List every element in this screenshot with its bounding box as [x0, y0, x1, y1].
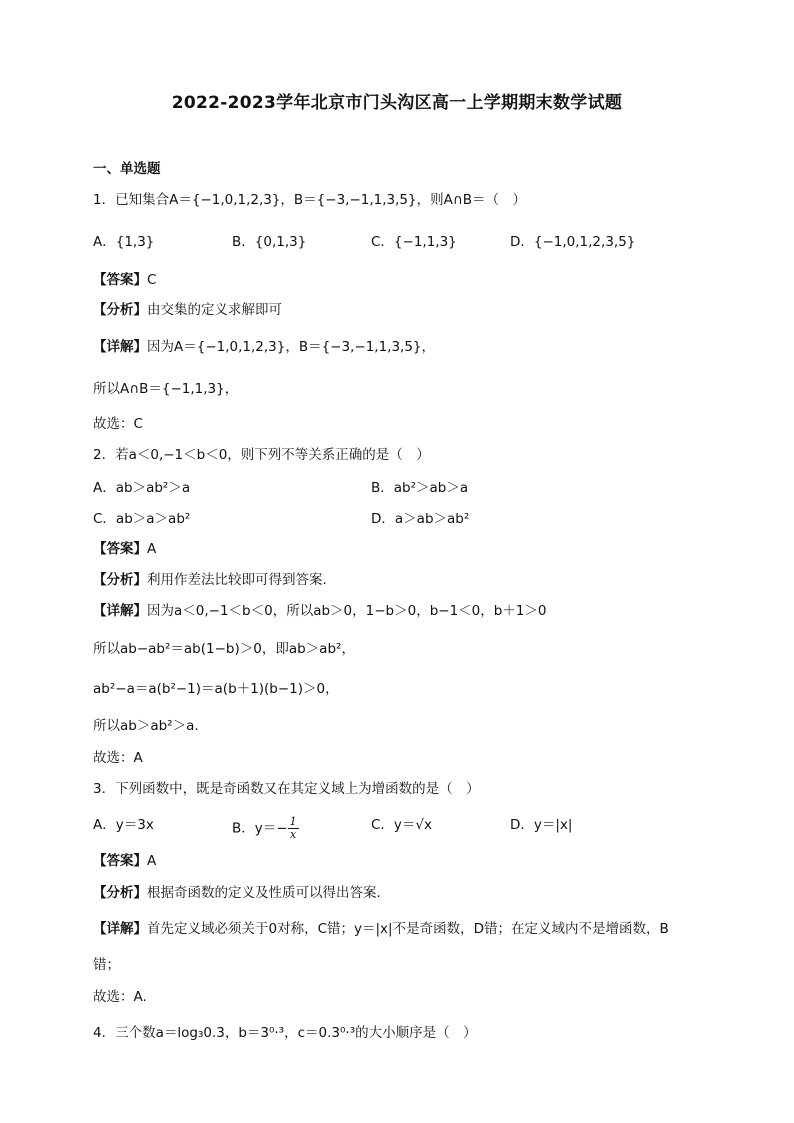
q2-option-a: A．ab＞ab²＞a — [93, 480, 191, 496]
q1-answer: C — [147, 272, 157, 288]
q3-option-b-fraction — [288, 816, 299, 841]
q2-step2: ab²−a＝a(b²−1)＝a(b＋1)(b−1)＞0， — [93, 681, 339, 697]
q3-answer: A — [147, 853, 157, 869]
q3-option-b — [232, 816, 299, 841]
section-heading: 一、单选题 — [93, 161, 161, 177]
q1-stem: 1．已知集合A＝{−1,0,1,2,3}，B＝{−3,−1,1,3,5}，则A∩B＝（ ） — [93, 192, 526, 208]
q3-conclusion: 故选：A. — [93, 989, 147, 1005]
q1-analysis: 由交集的定义求解即可 — [147, 302, 282, 318]
answer-tag: 【答案】 — [93, 272, 147, 288]
q2-stem: 2．若a＜0,−1＜b＜0，则下列不等关系正确的是（ ） — [93, 447, 430, 463]
q3-option-a: A．y＝3x — [93, 817, 154, 833]
q1-detail: 因为A＝{−1,0,1,2,3}，B＝{−3,−1,1,3,5}， — [147, 339, 436, 355]
q2-answer: A — [147, 541, 157, 557]
fraction-numerator: 1 — [289, 815, 297, 828]
q3-option-c: C．y＝√x — [371, 817, 433, 833]
q1-option-c: C．{−1,1,3} — [371, 234, 457, 250]
q2-answer-line — [93, 540, 156, 558]
q1-option-d: D．{−1,0,1,2,3,5} — [510, 234, 636, 250]
q2-option-d: D．a＞ab＞ab² — [371, 511, 470, 527]
answer-tag: 【答案】 — [93, 853, 147, 869]
q1-option-b: B．{0,1,3} — [232, 234, 307, 250]
q3-stem: 3．下列函数中，既是奇函数又在其定义域上为增函数的是（ ） — [93, 781, 480, 797]
q2-option-b: B．ab²＞ab＞a — [371, 480, 469, 496]
analysis-tag: 【分析】 — [93, 572, 147, 588]
analysis-tag: 【分析】 — [93, 302, 147, 318]
q3-detail: 首先定义域必须关于0对称，C错；y＝|x|不是奇函数，D错；在定义域内不是增函数，B — [147, 921, 669, 937]
q1-analysis-line — [93, 301, 282, 319]
q1-detail-line — [93, 338, 435, 356]
detail-tag: 【详解】 — [93, 603, 147, 619]
answer-tag: 【答案】 — [93, 541, 147, 557]
q3-option-d: D．y＝|x| — [510, 817, 573, 833]
q3-detail-line — [93, 920, 669, 938]
q1-answer-line — [93, 271, 156, 289]
q3-answer-line — [93, 852, 156, 870]
q2-detail-line — [93, 602, 547, 620]
q2-conclusion: 故选：A — [93, 750, 143, 766]
q2-analysis: 利用作差法比较即可得到答案. — [147, 572, 327, 588]
q1-conclusion: 故选：C — [93, 416, 143, 432]
fraction-denominator: x — [289, 828, 297, 841]
analysis-tag: 【分析】 — [93, 885, 147, 901]
detail-tag: 【详解】 — [93, 921, 147, 937]
q2-step3: 所以ab＞ab²＞a. — [93, 718, 199, 734]
q2-detail: 因为a＜0,−1＜b＜0，所以ab＞0，1−b＞0，b−1＜0，b＋1＞0 — [147, 603, 547, 619]
q3-analysis: 根据奇函数的定义及性质可以得出答案. — [147, 885, 381, 901]
page-title: 2022-2023学年北京市门头沟区高一上学期期末数学试题 — [171, 93, 623, 113]
q3-option-b-label: B．y＝− — [232, 820, 288, 837]
q1-step1: 所以A∩B＝{−1,1,3}， — [93, 381, 239, 397]
q1-option-a: A．{1,3} — [93, 234, 155, 250]
q2-analysis-line — [93, 571, 327, 589]
q2-step1: 所以ab−ab²＝ab(1−b)＞0，即ab＞ab²， — [93, 641, 355, 657]
q3-analysis-line — [93, 884, 381, 902]
q3-detail-cont: 错； — [93, 957, 120, 973]
q2-option-c: C．ab＞a＞ab² — [93, 511, 191, 527]
detail-tag: 【详解】 — [93, 339, 147, 355]
q4-stem: 4．三个数a＝log₃0.3，b＝3⁰·³，c＝0.3⁰·³的大小顺序是（ ） — [93, 1025, 477, 1041]
